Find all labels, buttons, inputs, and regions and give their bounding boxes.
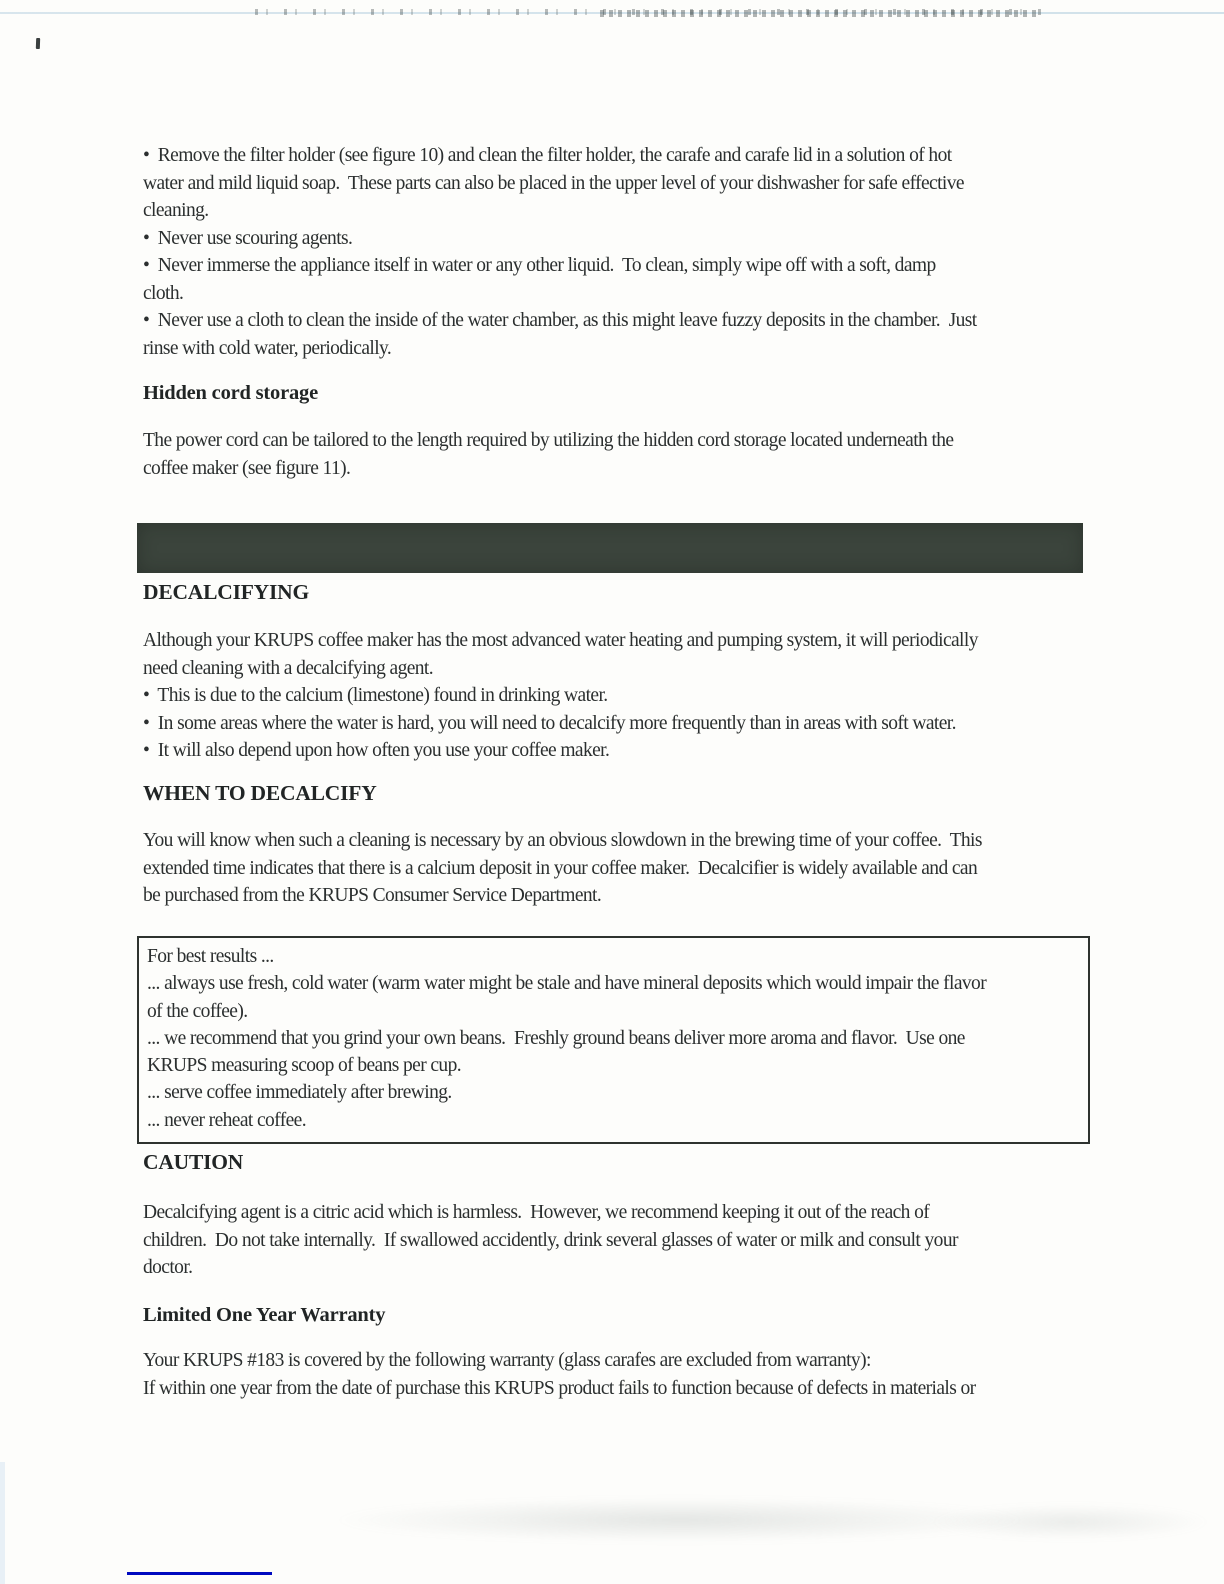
paragraph-hidden-cord-storage: The power cord can be tailored to the length required by utilizing the hidden cord storage located underneath the coffee maker (see figure 11).: [143, 430, 954, 479]
paragraph-limited-warranty: Your KRUPS #183 is covered by the following warranty (glass carafes are excluded from warranty): If within one year from the date of purchase this KRUPS product fails to function because of defects in materials or: [143, 1350, 976, 1399]
paragraph-when-to-decalcify: You will know when such a cleaning is necessary by an obvious slowdown in the brewing time of your coffee. This extended time indicates that there is a calcium deposit in your coffee maker. Decalcifier is widely available and can be purchased from the KRUPS Consumer Service Department.: [143, 830, 982, 906]
scan-showthrough-smudge: [340, 1498, 1020, 1542]
footer-blue-line: [127, 1572, 272, 1575]
scan-noise-dashes-2: [600, 10, 1040, 17]
section-heading-caution: CAUTION: [143, 1150, 244, 1174]
scan-ink-speck: [36, 38, 40, 49]
section-separator-bar: [137, 523, 1083, 573]
bullet-item-immerse: • Never immerse the appliance itself in water or any other liquid. To clean, simply wipe off with a soft, damp cloth.: [143, 255, 936, 304]
section-heading-hidden-cord-storage: Hidden cord storage: [143, 382, 318, 404]
section-heading-limited-warranty: Limited One Year Warranty: [143, 1304, 386, 1326]
best-results-tips-box: For best results ... ... always use fresh, cold water (warm water might be stale and have mineral deposits which would impair the flavor of the coffee). ... we recommend that you grind your own beans. Freshly ground beans deliver more aroma and flavor. Use one KRUPS measuring scoop of beans per cup. ... serve coffee immediately after brewing. ... never reheat coffee.: [137, 936, 1090, 1144]
bullet-item-scouring: • Never use scouring agents.: [143, 227, 353, 249]
paragraph-decalcifying: Although your KRUPS coffee maker has the most advanced water heating and pumping system, it will periodically need cleaning with a decalcifying agent. • This is due to the calcium (limestone) found in drinking water. • In some areas where the water is hard, you will need to decalcify more frequently than in areas with soft water. • It will also depend upon how often you use your coffee maker.: [143, 630, 978, 761]
scan-page-edge: [0, 1462, 5, 1584]
bullet-item-water-chamber: • Never use a cloth to clean the inside of the water chamber, as this might leave fuzzy deposits in the chamber. Just rinse with cold water, periodically.: [143, 310, 977, 359]
section-heading-when-to-decalcify: WHEN TO DECALCIFY: [143, 781, 377, 805]
bullet-item-remove-filter: • Remove the filter holder (see figure 10) and clean the filter holder, the carafe and carafe lid in a solution of hot water and mild liquid soap. These parts can also be placed in the upper level of your dishwasher for safe effective cleaning.: [143, 145, 964, 221]
section-heading-decalcifying: DECALCIFYING: [143, 580, 310, 604]
scan-showthrough-smudge-2: [930, 1504, 1210, 1540]
cleaning-bullet-list: [143, 142, 1093, 362]
paragraph-caution: Decalcifying agent is a citric acid which is harmless. However, we recommend keeping it out of the reach of children. Do not take internally. If swallowed accidently, drink several glasses of water or milk and consult your doctor.: [143, 1202, 958, 1278]
